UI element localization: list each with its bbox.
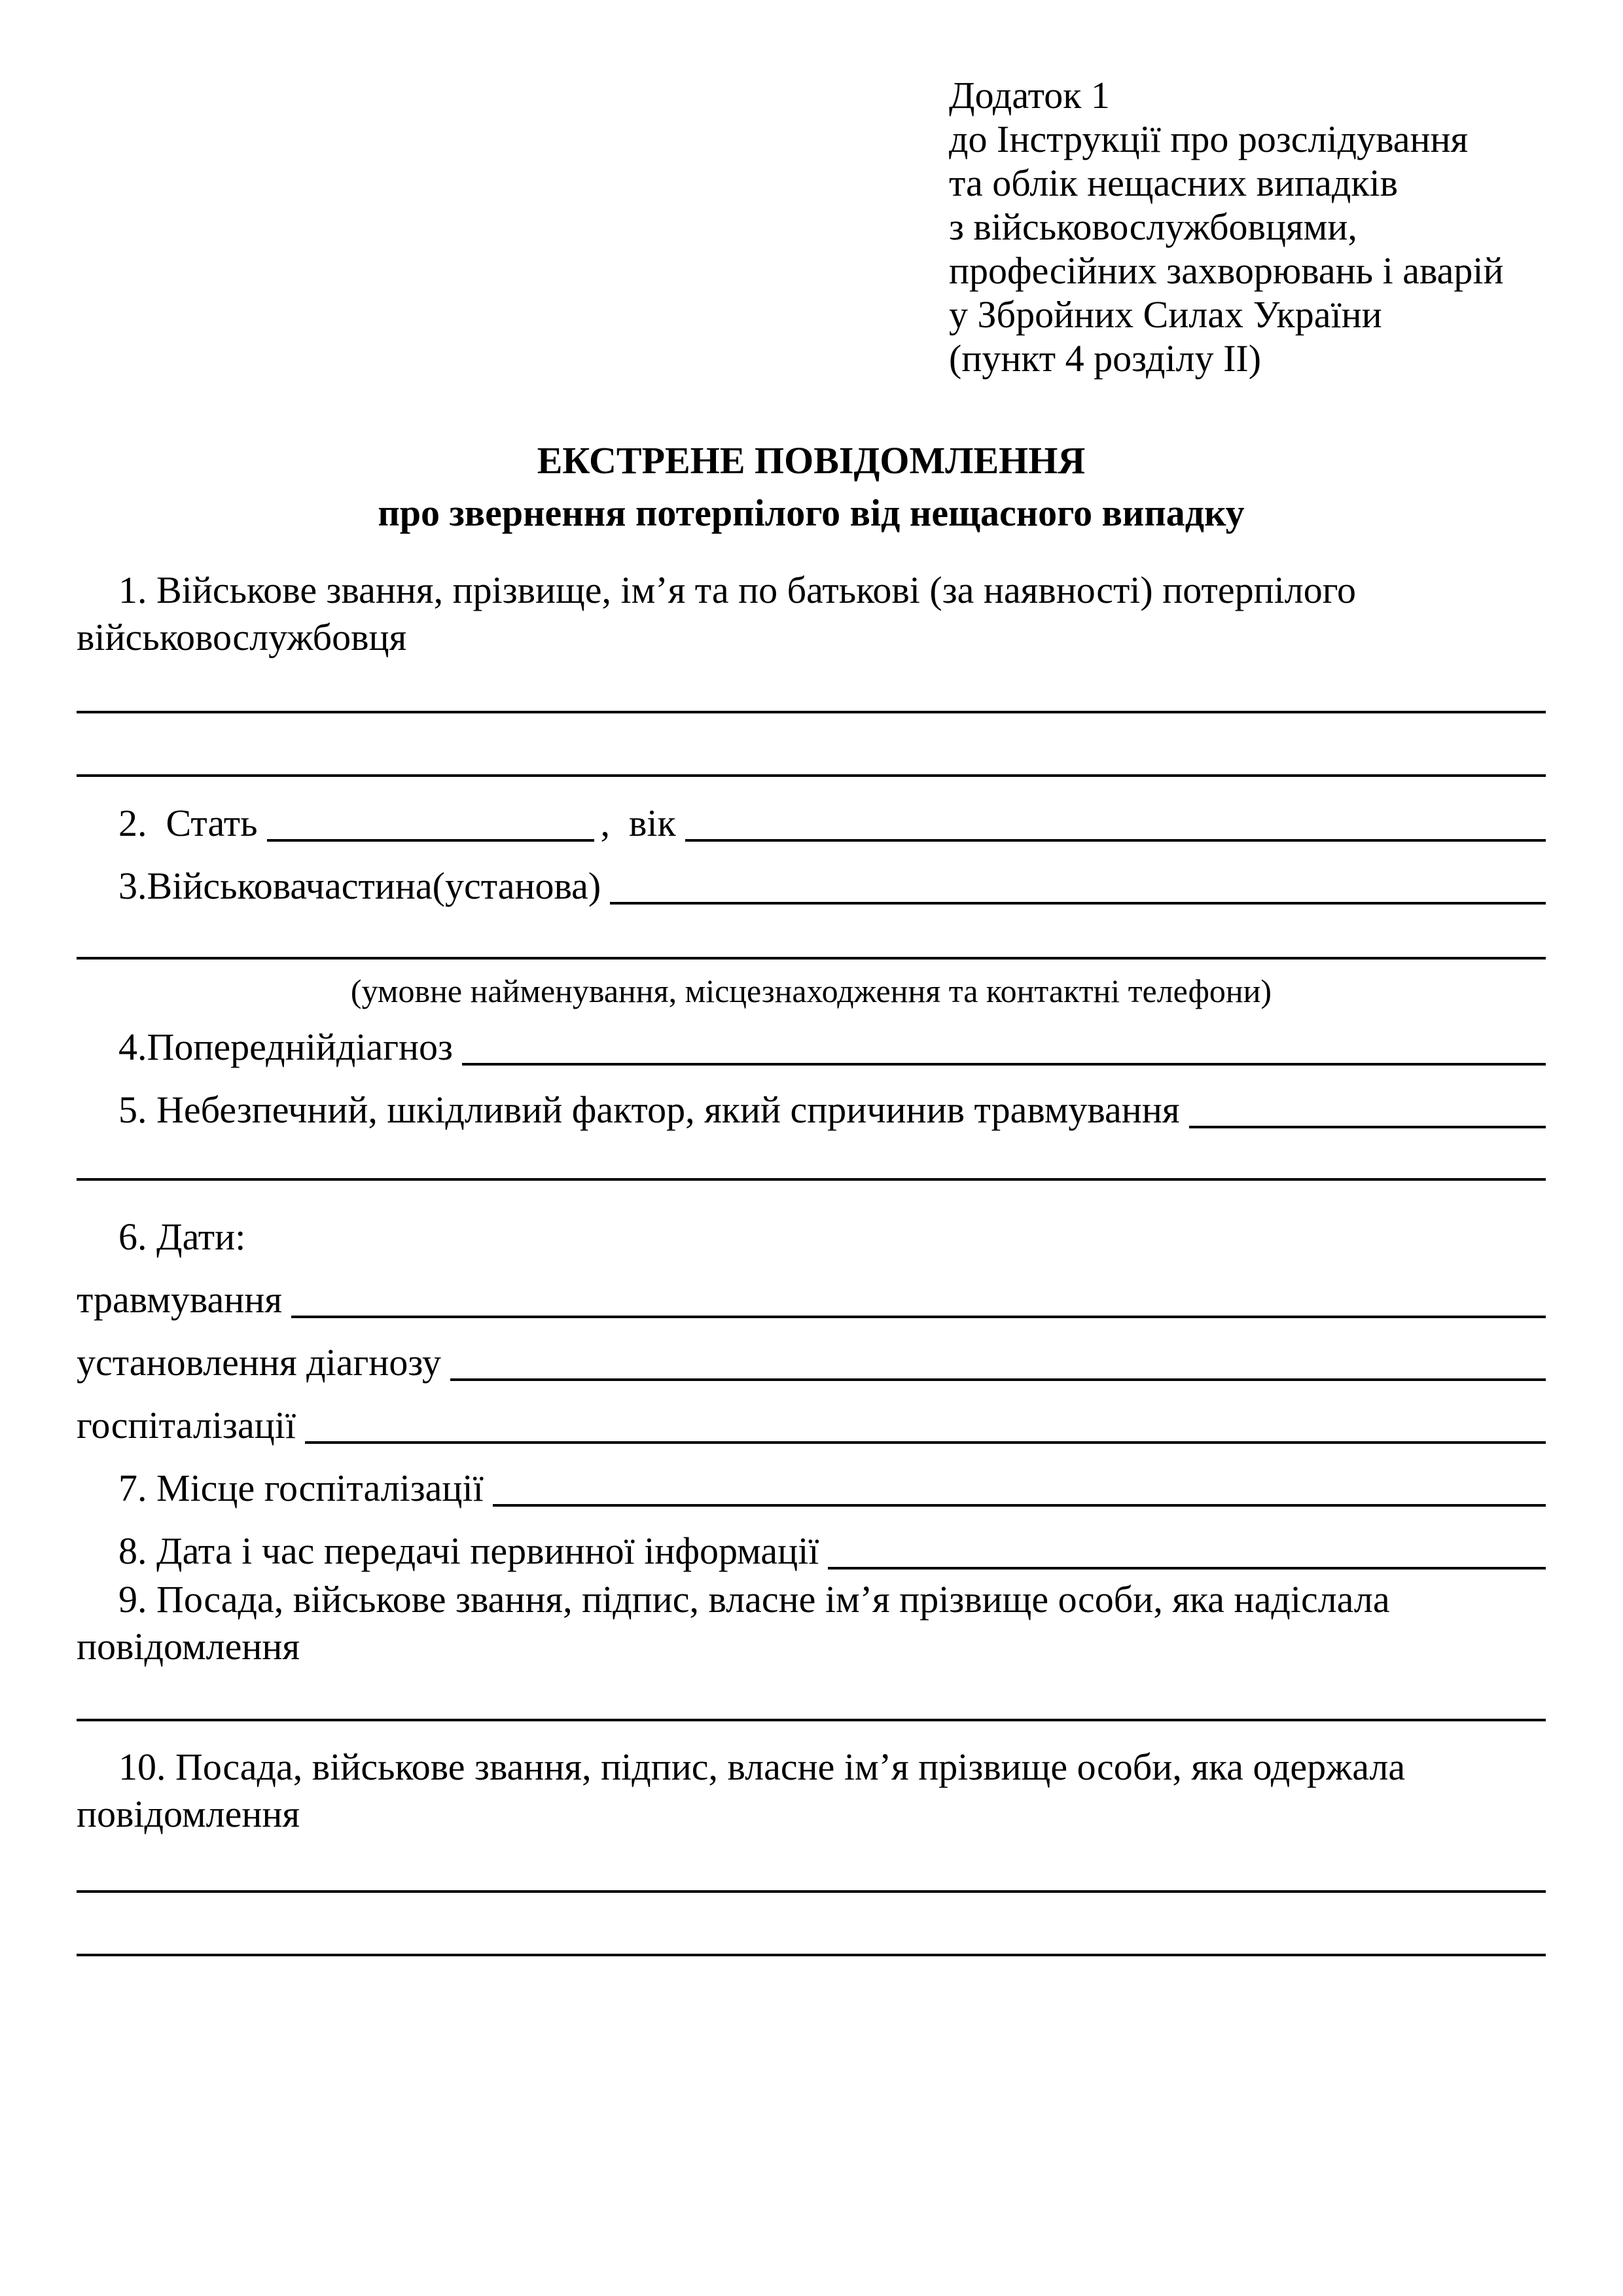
- item10-label-line2: повідомлення: [77, 1793, 300, 1835]
- item3-fill-line: [610, 863, 1546, 905]
- item9-label-line2: повідомлення: [77, 1625, 300, 1668]
- item5-fill-line-2: [77, 1178, 1546, 1181]
- item5-fill-line: [1189, 1086, 1546, 1128]
- appendix-line: професійних захворювань і аварій: [949, 249, 1504, 292]
- item6-hospitalization-fill-line: [305, 1402, 1546, 1444]
- item9-fill-line: [77, 1719, 1546, 1721]
- item4-row: [77, 1024, 1546, 1071]
- item9-label-line1: 9. Посада, військове звання, підпис, власне ім’я прізвище особи, яка надіслала: [118, 1578, 1390, 1621]
- item6-dates-label: 6. Дати:: [118, 1215, 246, 1258]
- item7-place-label: 7. Місце госпіталізації: [118, 1467, 484, 1509]
- item1-fill-line-1: [77, 711, 1546, 713]
- item6-diagnosis-fill-line: [450, 1339, 1546, 1381]
- item3-row: [77, 863, 1546, 910]
- item3-fill-line-2: [77, 957, 1546, 960]
- item7-fill-line: [493, 1465, 1546, 1507]
- item6-hospitalization-row: [77, 1402, 1546, 1449]
- item3-hint: (умовне найменування, місцезнаходження та контактні телефони): [350, 973, 1272, 1009]
- item1-label-line1: 1. Військове звання, прізвище, ім’я та по батькові (за наявності) потерпілого: [118, 569, 1357, 611]
- appendix-line: у Збройних Силах України: [949, 293, 1382, 336]
- appendix-line: та облік нещасних випадків: [949, 162, 1399, 204]
- appendix-line: з військовослужбовцями,: [949, 206, 1357, 248]
- item2-age-label: , вік: [600, 802, 676, 844]
- item1-label-line2: військовослужбовця: [77, 616, 407, 658]
- item10-fill-line-2: [77, 1954, 1546, 1956]
- form-title: ЕКСТРЕНЕ ПОВІДОМЛЕННЯ: [537, 439, 1086, 482]
- item6-injury-row: [77, 1276, 1546, 1323]
- item6-diagnosis-label: установлення діагнозу: [77, 1341, 442, 1384]
- item2-sex-label: 2. Стать: [118, 802, 258, 844]
- appendix-line: (пункт 4 розділу ІІ): [949, 337, 1262, 380]
- item8-row: [77, 1528, 1546, 1575]
- item8-datetime-label: 8. Дата і час передачі первинної інформації: [118, 1530, 819, 1572]
- item2-age-fill-line: [685, 800, 1546, 842]
- item6-hospitalization-label: госпіталізації: [77, 1404, 296, 1446]
- item2-sex-fill-line: [267, 800, 594, 842]
- appendix-reference-block: [949, 73, 1504, 380]
- item1-fill-line-2: [77, 774, 1546, 777]
- item6-injury-fill-line: [291, 1276, 1546, 1318]
- appendix-line: Додаток 1: [949, 74, 1110, 117]
- item2-row: [77, 800, 1546, 847]
- item10-label-line1: 10. Посада, військове звання, підпис, власне ім’я прізвище особи, яка одержала: [118, 1746, 1406, 1788]
- appendix-line: до Інструкції про розслідування: [949, 118, 1469, 160]
- item6-injury-label: травмування: [77, 1278, 283, 1321]
- form-subtitle: про звернення потерпілого від нещасного випадку: [378, 492, 1245, 534]
- item4-fill-line: [462, 1024, 1546, 1066]
- item7-row: [77, 1465, 1546, 1512]
- item3-military-unit-label: 3.Військовачастина(установа): [118, 865, 601, 907]
- item10-fill-line-1: [77, 1890, 1546, 1893]
- item8-fill-line: [828, 1528, 1546, 1570]
- item5-row: [77, 1086, 1546, 1134]
- item6-diagnosis-row: [77, 1339, 1546, 1386]
- item4-diagnosis-label: 4.Попереднійдіагноз: [118, 1026, 453, 1068]
- item5-factor-label: 5. Небезпечний, шкідливий фактор, який спричинив травмування: [118, 1088, 1180, 1131]
